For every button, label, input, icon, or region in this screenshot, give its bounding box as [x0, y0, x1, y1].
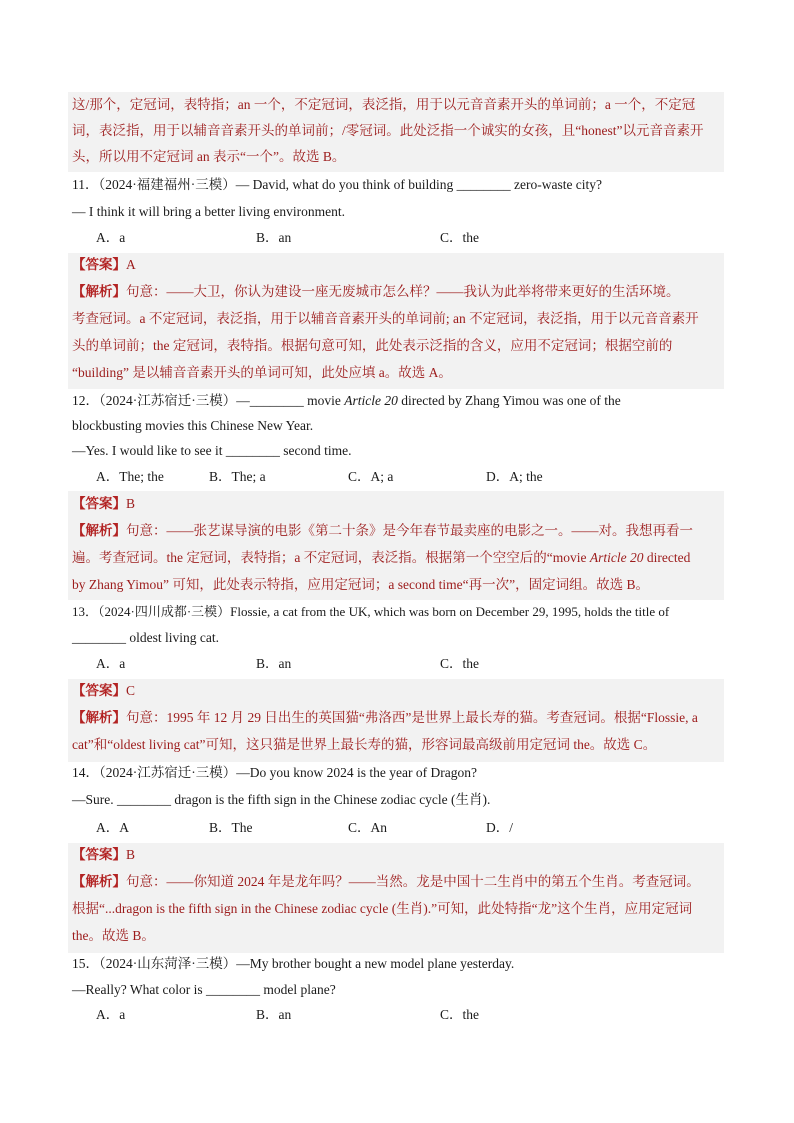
- q14-option-d: D．/: [486, 820, 513, 835]
- q14-analysis-3: the。故选 B。: [72, 928, 155, 943]
- q14-answer: [72, 846, 135, 864]
- q11-analysis-4: “building” 是以辅音音素开头的单词可知，此处应填 a。故选 A。: [72, 365, 452, 380]
- analysis-label: 【解析】: [72, 523, 126, 538]
- q15-line2: —Really? What color is ________ model plane?: [72, 982, 336, 997]
- answer-label: 【答案】: [72, 496, 126, 511]
- q12-answer-value: B: [126, 496, 136, 511]
- q11-line2: — I think it will bring a better living environment.: [72, 204, 345, 219]
- q14-line2: —Sure. ________ dragon is the fifth sign in the Chinese zodiac cycle (生肖).: [72, 792, 491, 807]
- q13-option-c: C．the: [440, 656, 479, 671]
- q13-option-a: A．a: [96, 656, 126, 671]
- q11-analysis-3: 头的单词前；the 定冠词，表特指。根据句意可知，此处表示泛指的含义，应用不定冠词；根据空前的: [72, 338, 673, 353]
- intro-line-2: 词，表泛指，用于以辅音音素开头的单词前；/零冠词。此处泛指一个诚实的女孩，且“honest”以元音音素开: [72, 123, 704, 138]
- q11-answer-value: A: [126, 257, 136, 272]
- q12-option-d: D．A; the: [486, 469, 543, 484]
- q14-stem: 14．（2024·江苏宿迁·三模）—Do you know 2024 is the year of Dragon?: [72, 765, 477, 780]
- q14-answer-value: B: [126, 847, 136, 862]
- q14-analysis-2: 根据“...dragon is the fifth sign in the Chinese zodiac cycle (生肖).”可知，此处特指“龙”这个生肖，应用定冠词: [72, 901, 693, 916]
- q12-option-a: A．The; the: [96, 469, 164, 484]
- q13-option-b: B．an: [256, 656, 292, 671]
- q12-analysis-1: [72, 522, 693, 540]
- intro-line-3: 头，所以用不定冠词 an 表示“一个”。故选 B。: [72, 149, 346, 164]
- q12-analysis-2-post: directed: [643, 550, 691, 565]
- intro-line-1: 这/那个，定冠词，表特指；an 一个，不定冠词，表泛指，用于以元音音素开头的单词前；a 一个，不定冠: [72, 97, 696, 112]
- q12-stem-post: directed by Zhang Yimou was one of the: [397, 393, 621, 408]
- q11-stem: 11．（2024·福建福州·三模）— David, what do you think of building ________ zero-waste city?: [72, 177, 603, 192]
- q14-option-c: C．An: [348, 820, 388, 835]
- analysis-label: 【解析】: [72, 874, 126, 889]
- answer-label: 【答案】: [72, 683, 126, 698]
- q12-stem: [72, 392, 621, 410]
- q13-analysis-1: [72, 709, 698, 727]
- q13-line2: ________ oldest living cat.: [72, 630, 219, 645]
- q12-stem-italic: Article 20: [344, 393, 398, 408]
- q11-option-b: B．an: [256, 230, 292, 245]
- answer-label: 【答案】: [72, 257, 126, 272]
- q14-analysis-1: [72, 873, 700, 891]
- q15-option-b: B．an: [256, 1007, 292, 1022]
- q13-answer: [72, 682, 135, 700]
- q12-answer: [72, 495, 135, 513]
- q13-analysis-text-1: 句意：1995 年 12 月 29 日出生的英国猫“弗洛西”是世界上最长寿的猫。考查冠词。根据“Flossie, a: [126, 710, 698, 725]
- q14-analysis-text-1: 句意：——你知道 2024 年是龙年吗？——当然。龙是中国十二生肖中的第五个生肖。考查冠词。: [126, 874, 700, 889]
- q12-analysis-2: [72, 549, 690, 567]
- q12-option-b: B．The; a: [209, 469, 266, 484]
- q12-analysis-text-1: 句意：——张艺谋导演的电影《第二十条》是今年春节最卖座的电影之一。——对。我想再看一: [126, 523, 693, 538]
- q13-stem: 13．（2024·四川成都·三模）Flossie, a cat from the UK, which was born on December 29, 1995, holds the title of: [72, 604, 670, 619]
- q15-stem: 15．（2024·山东菏泽·三模）—My brother bought a new model plane yesterday.: [72, 956, 515, 971]
- q12-line2: blockbusting movies this Chinese New Year.: [72, 418, 314, 433]
- q12-stem-pre: 12．（2024·江苏宿迁·三模）—________ movie: [72, 393, 345, 408]
- answer-label: 【答案】: [72, 847, 126, 862]
- q15-option-c: C．the: [440, 1007, 479, 1022]
- q11-answer: [72, 256, 136, 274]
- analysis-label: 【解析】: [72, 710, 126, 725]
- q13-answer-value: C: [126, 683, 136, 698]
- q12-analysis-2-italic: Article 20: [589, 550, 644, 565]
- q14-option-a: A．A: [96, 820, 129, 835]
- q15-option-a: A．a: [96, 1007, 126, 1022]
- q11-analysis-text-1: 句意：——大卫，你认为建设一座无废城市怎么样？——我认为此举将带来更好的生活环境。: [126, 284, 680, 299]
- q12-analysis-3: by Zhang Yimou” 可知，此处表示特指，应用定冠词；a second time“再一次”，固定词组。故选 B。: [72, 577, 649, 592]
- q14-analysis-block: [68, 843, 724, 953]
- q11-option-a: A．a: [96, 230, 126, 245]
- q14-option-b: B．The: [209, 820, 253, 835]
- q13-analysis-2: cat”和“oldest living cat”可知，这只猫是世界上最长寿的猫，形容词最高级前用定冠词 the。故选 C。: [72, 737, 657, 752]
- q12-analysis-2-pre: 遍。考查冠词。the 定冠词，表特指；a 不定冠词，表泛指。根据第一个空空后的“movie: [72, 550, 590, 565]
- analysis-label: 【解析】: [72, 284, 126, 299]
- q11-option-c: C．the: [440, 230, 479, 245]
- q11-analysis-1: [72, 283, 680, 301]
- q12-line3: —Yes. I would like to see it ________ second time.: [72, 443, 352, 458]
- q11-analysis-2: 考查冠词。a 不定冠词，表泛指，用于以辅音音素开头的单词前; an 不定冠词，表泛指，用于以元音音素开: [72, 311, 699, 326]
- q12-option-c: C．A; a: [348, 469, 394, 484]
